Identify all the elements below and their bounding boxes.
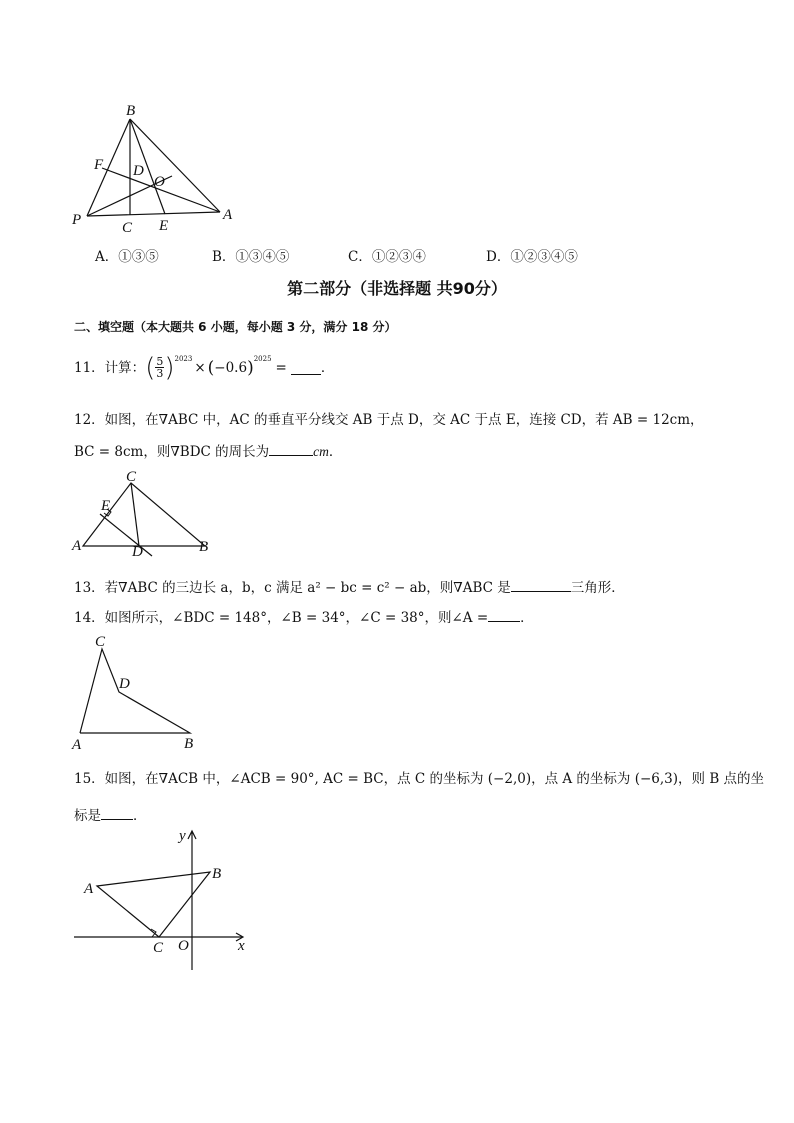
choice-d [486, 248, 578, 266]
choice-b [212, 248, 289, 266]
q15-line2-text: 标是 [74, 808, 101, 824]
choice-d-letter: D． [486, 249, 511, 265]
q12-end: ． [328, 444, 343, 460]
label-P: P [72, 212, 82, 228]
q12-label-C: C [126, 470, 137, 485]
figure-q15 [70, 826, 260, 976]
choice-a-letter: A． [95, 249, 119, 265]
q14-end: ． [520, 610, 534, 626]
q12-line2-text: BC = 8cm，则∇BDC 的周长为 [74, 444, 270, 460]
question-15-line1: 15．如图，在∇ACB 中，∠ACB = 90°, AC = BC，点 C 的坐标为 (−2,0)，点 A 的坐标为 (−6,3)，则 B 点的坐 [74, 771, 765, 787]
q14-label-D: D [119, 676, 130, 692]
q11-times: × [194, 359, 206, 376]
question-15-line2 [74, 805, 147, 825]
q12-label-A: A [72, 538, 82, 554]
question-12-line1: 12．如图，在∇ABC 中，AC 的垂直平分线交 AB 于点 D，交 AC 于点 E，连接 CD，若 AB = 12cm， [74, 412, 704, 428]
q11-fraction [155, 356, 164, 379]
q11-paren-close: ) [164, 352, 175, 383]
choice-a [95, 248, 159, 266]
question-14 [74, 607, 534, 627]
q14-label-C: C [95, 634, 106, 650]
label-F: F [94, 157, 104, 173]
label-A: A [223, 207, 233, 223]
choice-a-value: ①③⑤ [118, 249, 159, 265]
label-B: B [126, 103, 136, 119]
question-12-line2 [74, 441, 342, 461]
q11-exp1: 2023 [174, 354, 193, 363]
q12-unit: cm [313, 444, 329, 459]
q11-answer-blank[interactable] [291, 360, 321, 375]
q15-label-A: A [84, 881, 94, 897]
q15-label-C: C [153, 940, 164, 956]
label-D: D [133, 163, 144, 179]
q14-answer-blank[interactable] [488, 607, 520, 622]
choice-c [348, 248, 426, 266]
q11-paren2-close: ) [247, 357, 254, 378]
q11-paren2-open: ( [207, 357, 215, 378]
part-title: 第二部分（非选择题 共90分） [287, 279, 507, 298]
figure-q10 [60, 98, 250, 238]
q11-frac-den: 3 [156, 367, 164, 380]
q12-label-E: E [101, 498, 111, 514]
section-title: 二、填空题（本大题共 6 小题，每小题 3 分，满分 18 分） [74, 320, 397, 334]
label-O: O [154, 174, 165, 190]
q14-text: 14．如图所示，∠BDC = 148°，∠B = 34°，∠C = 38°，则∠A = [74, 610, 489, 626]
q11-end: ． [320, 359, 335, 376]
question-11 [74, 352, 335, 383]
q15-label-O: O [178, 938, 189, 954]
choice-d-value: ①②③④⑤ [510, 249, 578, 265]
q15-label-y: y [179, 828, 186, 844]
q15-label-x: x [238, 938, 245, 954]
label-C: C [122, 220, 133, 236]
q15-label-B: B [212, 866, 222, 882]
q15-end: ． [133, 808, 147, 824]
q12-label-B: B [199, 539, 209, 555]
q12-label-D: D [132, 544, 143, 560]
q14-label-B: B [184, 736, 194, 752]
q14-label-A: A [72, 737, 82, 752]
choice-b-value: ①③④⑤ [235, 249, 290, 265]
choice-c-letter: C． [348, 249, 372, 265]
q11-prefix: 11．计算： [74, 359, 146, 376]
q12-answer-blank[interactable] [269, 441, 313, 456]
q11-exp2: 2025 [253, 354, 272, 363]
q11-frac-num: 5 [156, 355, 164, 368]
figure-q14 [66, 632, 206, 752]
q13-text-end: 三角形． [570, 580, 625, 596]
figure-q12 [68, 470, 218, 560]
choice-c-value: ①②③④ [371, 249, 426, 265]
q11-paren-open: ( [145, 352, 156, 383]
label-E: E [159, 218, 169, 234]
q15-answer-blank[interactable] [101, 805, 133, 820]
q11-base2: −0.6 [214, 359, 248, 376]
q11-equals: = [275, 359, 287, 376]
choice-b-letter: B． [212, 249, 236, 265]
q13-text: 13．若∇ABC 的三边长 a，b，c 满足 a² − bc = c² − ab，则∇ABC 是 [74, 580, 511, 596]
q13-answer-blank[interactable] [511, 577, 571, 592]
question-13 [74, 577, 625, 597]
